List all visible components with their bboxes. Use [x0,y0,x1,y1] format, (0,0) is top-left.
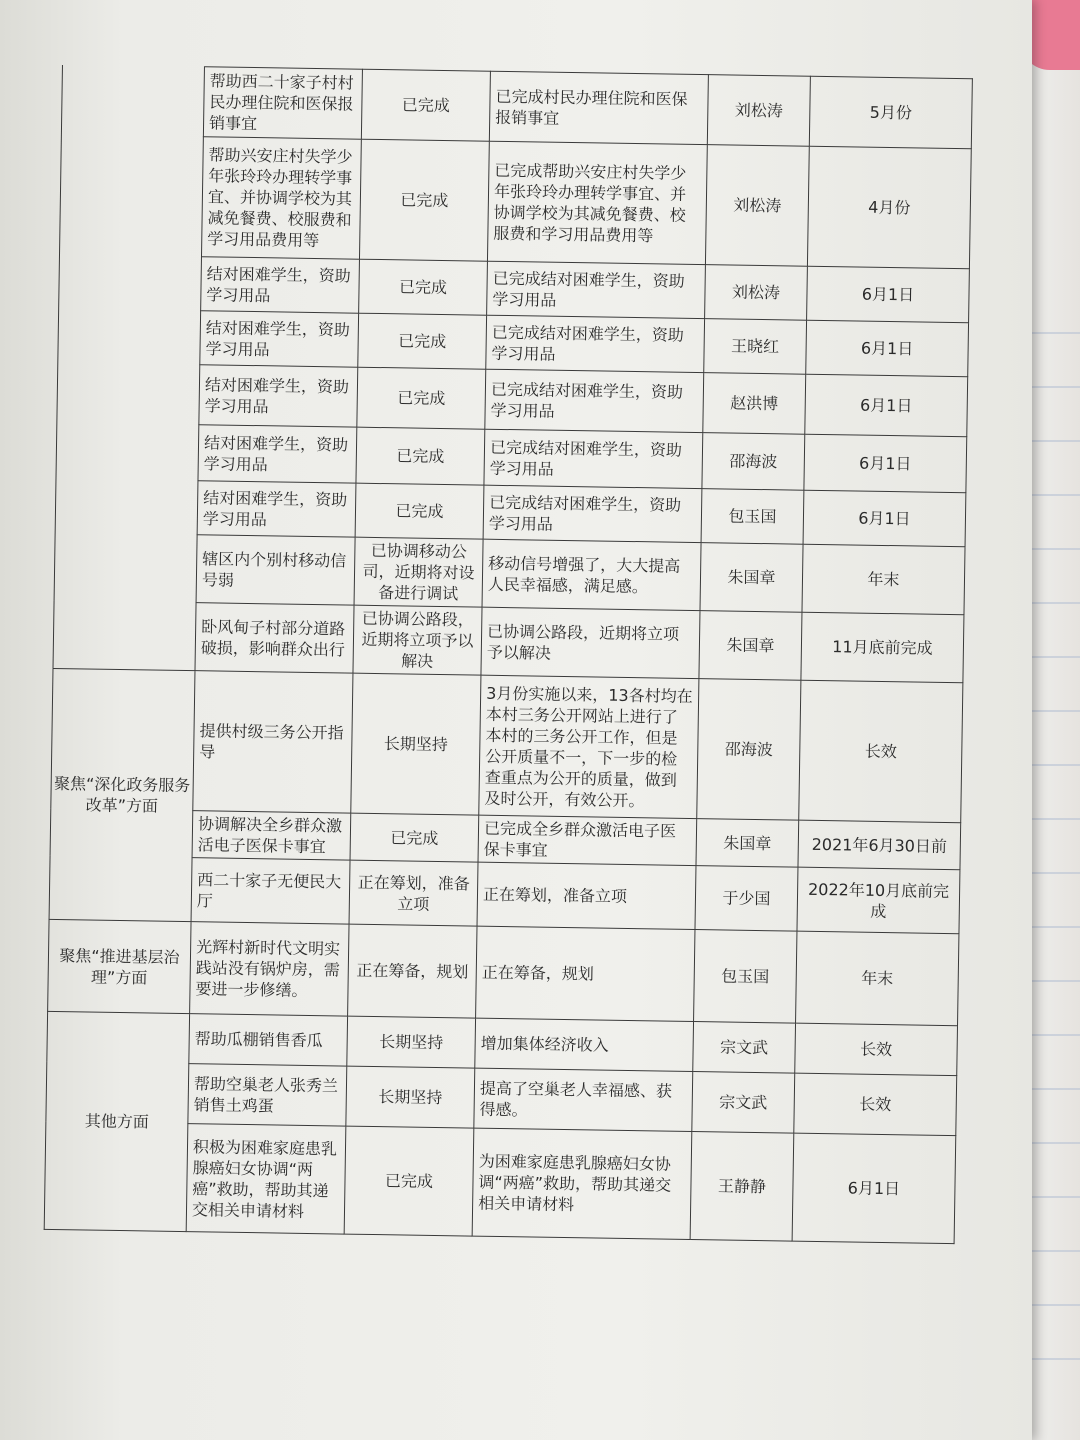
result-cell: 已完成结对困难学生，资助学习用品 [485,369,704,432]
item-cell: 卧风甸子村部分道路破损，影响群众出行 [195,603,354,673]
result-cell: 正在筹划，准备立项 [477,862,696,929]
item-cell: 帮助西二十家子村村民办理住院和医保报销事宜 [203,67,362,139]
status-cell: 已完成 [357,367,486,429]
status-cell: 长期坚持 [346,1066,475,1128]
result-cell: 已完成全乡群众激活电子医保卡事宜 [478,815,697,865]
person-cell: 于少国 [695,866,798,932]
status-cell: 已协调移动公司，近期将对设备进行调试 [354,537,483,607]
status-cell: 正在筹备，规划 [348,924,477,1018]
aspect-cell: 聚焦“推进基层治理”方面 [48,919,191,1013]
table-row [51,668,963,822]
status-cell: 长期坚持 [347,1016,476,1068]
result-cell: 为困难家庭患乳腺癌妇女协调“两癌”救助，帮助其递交相关申请材料 [472,1128,692,1239]
status-cell: 已完成 [344,1126,474,1236]
item-cell: 结对困难学生，资助学习用品 [201,257,360,313]
result-cell: 3月份实施以来，13各村均在本村三务公开网站上进行了本村的三务公开工作，但是公开质量不一，下一步的检查重点为公开的质量，做到及时公开，有效公开。 [479,675,699,818]
time-cell: 年末 [796,931,959,1026]
person-cell: 邵海波 [697,679,801,821]
time-cell: 6月1日 [807,266,970,323]
time-cell: 6月1日 [804,434,967,493]
person-cell: 王晓红 [704,319,807,375]
aspect-cell-blank [53,65,204,671]
result-cell: 移动信号增强了，大大提高人民幸福感，满足感。 [482,539,701,610]
time-cell: 6月1日 [805,374,968,437]
item-cell: 光辉村新时代文明实践站没有锅炉房，需要进一步修缮。 [190,922,349,1016]
result-cell: 已完成结对困难学生，资助学习用品 [484,429,703,488]
time-cell: 5月份 [809,76,972,149]
status-cell: 正在筹划，准备立项 [349,860,478,926]
work-progress-table [44,64,973,1244]
person-cell: 宗文武 [692,1072,795,1134]
aspect-cell: 其他方面 [44,1011,189,1231]
person-cell: 朱国章 [699,611,802,681]
status-cell: 已完成 [355,483,484,539]
aspect-cell: 聚焦“深化政务服务改革”方面 [49,668,195,921]
result-cell: 提高了空巢老人幸福感、获得感。 [474,1068,693,1131]
time-cell: 年末 [802,544,965,615]
person-cell: 刘松涛 [705,145,809,267]
time-cell: 4月份 [807,146,971,269]
status-cell: 长期坚持 [351,673,481,815]
result-cell: 已完成结对困难学生，资助学习用品 [483,485,702,542]
status-cell: 已完成 [350,813,479,862]
status-cell: 已完成 [361,69,490,141]
item-cell: 西二十家子无便民大厅 [191,858,350,924]
person-cell: 朱国章 [696,819,799,868]
item-cell: 协调解决全乡群众激活电子医保卡事宜 [192,811,351,860]
work-progress-table-wrapper [44,64,972,1244]
status-cell: 已完成 [359,139,489,261]
person-cell: 邵海波 [702,433,805,491]
result-cell: 增加集体经济收入 [475,1018,694,1071]
time-cell: 6月1日 [806,320,969,377]
result-cell: 已完成结对困难学生，资助学习用品 [486,315,705,372]
time-cell: 6月1日 [792,1133,956,1244]
person-cell: 包玉国 [694,930,797,1024]
result-cell: 正在筹备，规划 [476,926,695,1021]
item-cell: 帮助瓜棚销售香瓜 [189,1014,348,1066]
status-cell: 已完成 [359,259,488,315]
time-cell: 6月1日 [803,490,966,547]
time-cell: 长效 [799,680,963,823]
person-cell: 朱国章 [700,543,803,613]
person-cell: 刘松涛 [707,75,810,147]
result-cell: 已协调公路段，近期将立项予以解决 [481,607,700,678]
person-cell: 王静静 [690,1132,794,1242]
time-cell: 长效 [794,1073,957,1136]
person-cell: 宗文武 [693,1022,796,1074]
item-cell: 结对困难学生，资助学习用品 [199,365,358,427]
item-cell: 帮助空巢老人张秀兰销售土鸡蛋 [188,1064,347,1126]
item-cell: 结对困难学生，资助学习用品 [198,425,357,483]
table-row [61,65,972,149]
item-cell: 提供村级三务公开指导 [193,671,353,813]
time-cell: 2022年10月底前完成 [797,867,960,934]
time-cell: 2021年6月30日前 [798,820,961,870]
item-cell: 结对困难学生，资助学习用品 [197,481,356,537]
item-cell: 积极为困难家庭患乳腺癌妇女协调“两癌”救助，帮助其递交相关申请材料 [186,1124,346,1234]
time-cell: 长效 [795,1023,958,1076]
result-cell: 已完成村民办理住院和医保报销事宜 [489,71,708,144]
time-cell: 11月底前完成 [801,612,964,683]
status-cell: 已完成 [356,427,485,485]
table-row [48,919,959,1025]
item-cell: 辖区内个别村移动信号弱 [196,535,355,605]
person-cell: 包玉国 [701,489,804,545]
status-cell: 已协调公路段，近期将立项予以解决 [353,605,482,675]
result-cell: 已完成帮助兴安庄村失学少年张玲玲办理转学事宜、并协调学校为其减免餐费、校服费和学习用品费用等 [487,141,707,264]
result-cell: 已完成结对困难学生，资助学习用品 [487,261,706,318]
person-cell: 刘松涛 [705,265,808,321]
item-cell: 结对困难学生，资助学习用品 [200,311,359,367]
status-cell: 已完成 [358,313,487,369]
person-cell: 赵洪博 [703,373,806,435]
item-cell: 帮助兴安庄村失学少年张玲玲办理转学事宜、并协调学校为其减免餐费、校服费和学习用品费用等 [201,137,361,259]
